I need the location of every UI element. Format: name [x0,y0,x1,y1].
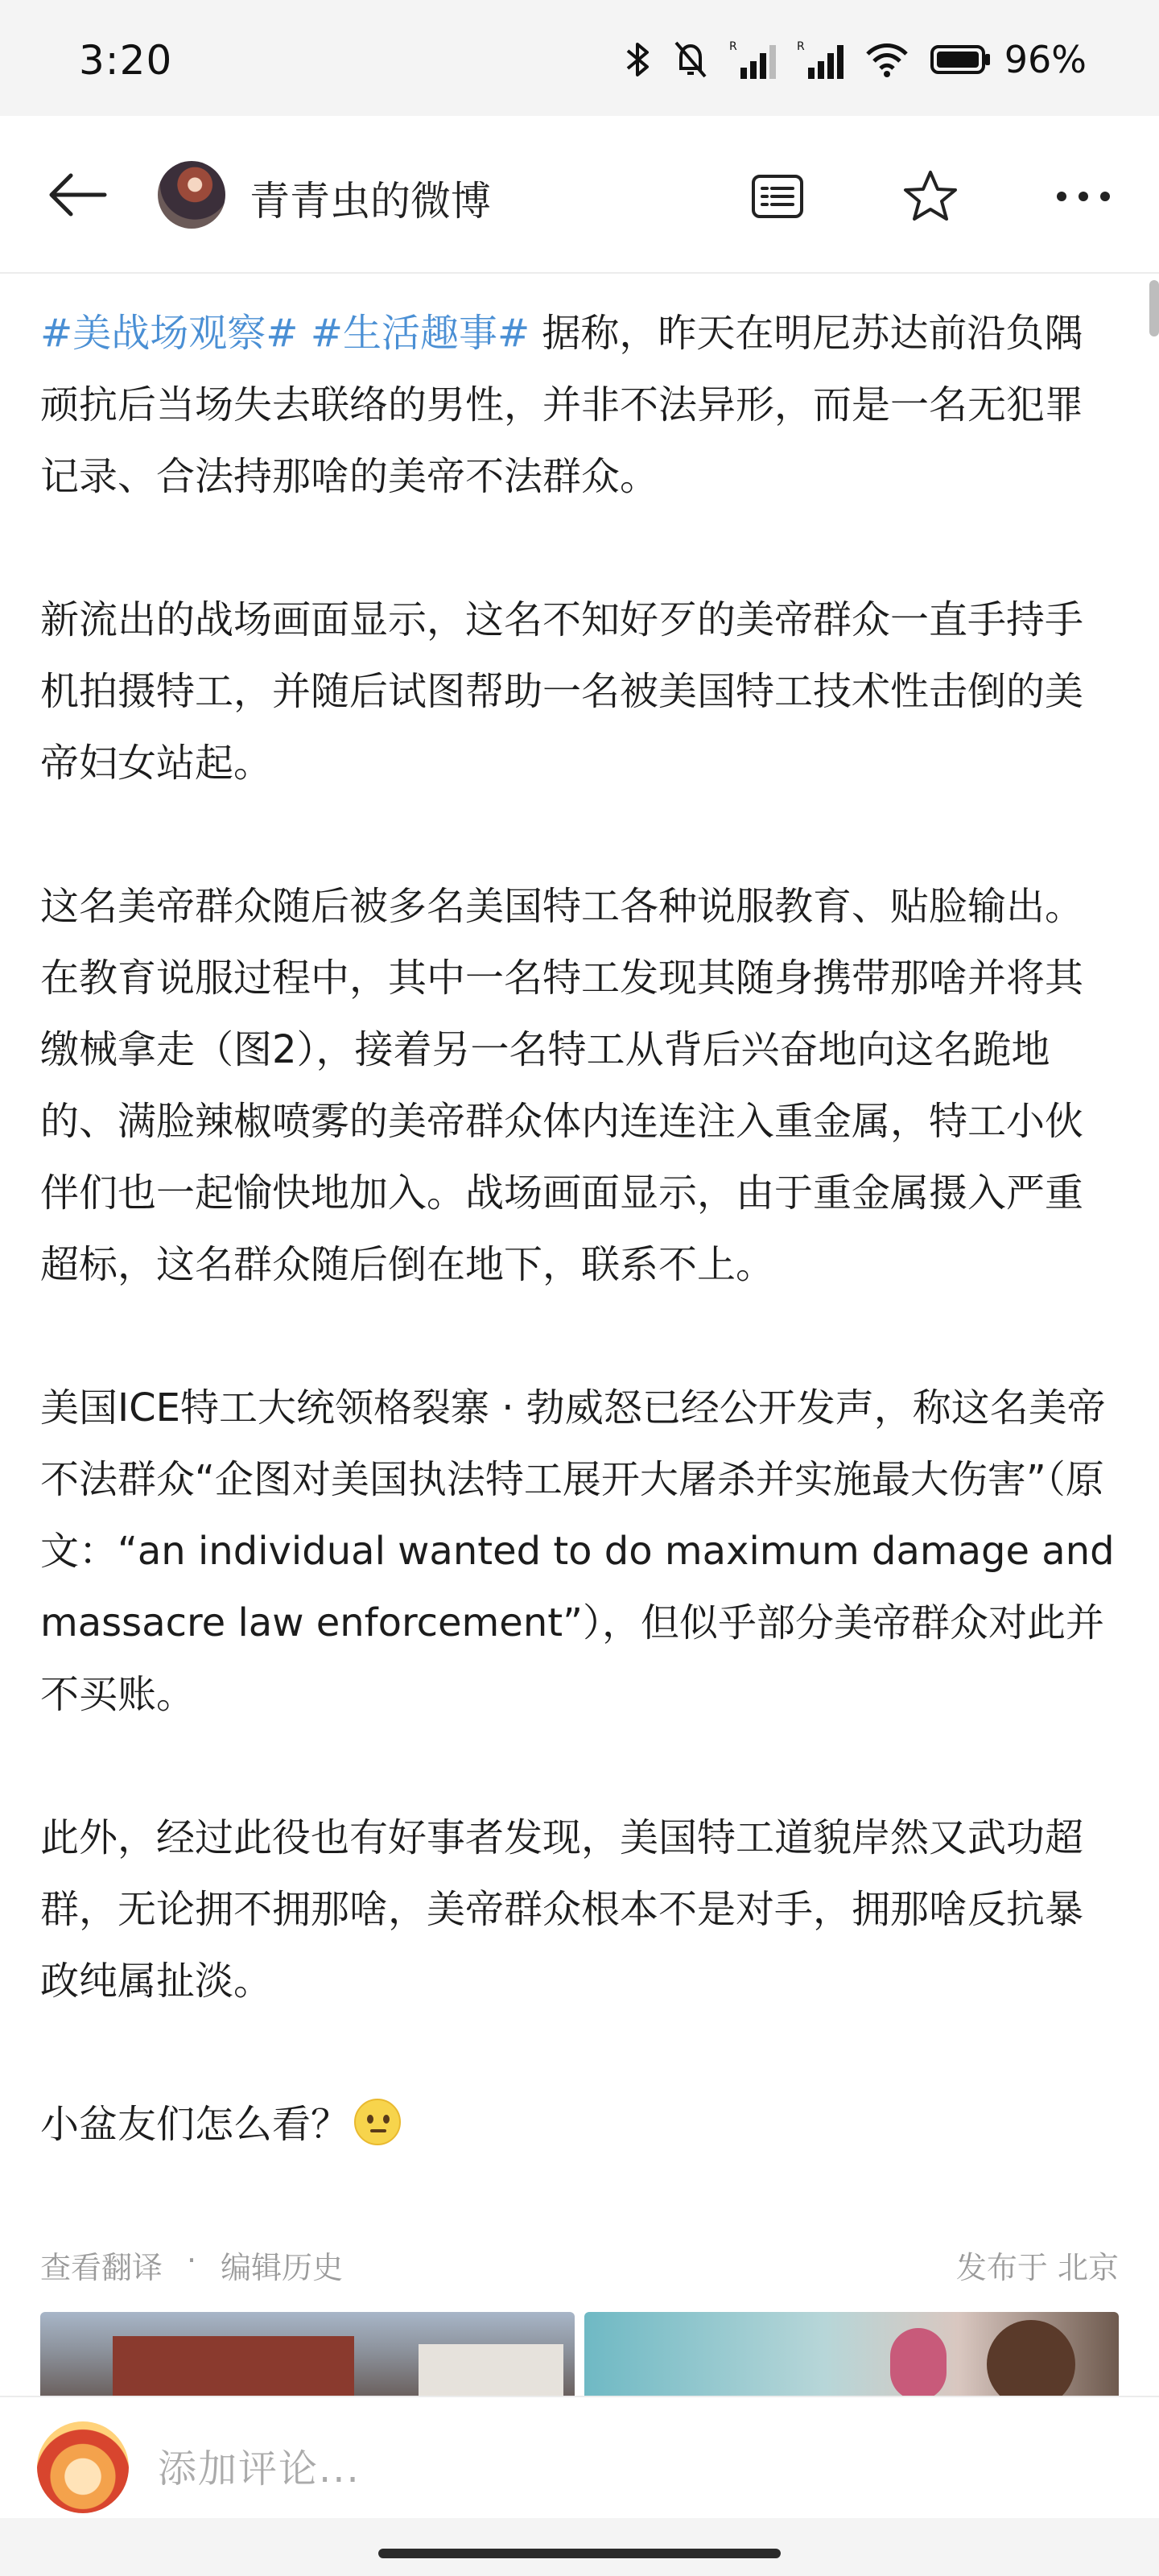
post-image-thumbnail[interactable] [40,2312,575,2396]
post-paragraph-4: 美国ICE特工大统领格裂寨 · 勃威怒已经公开发声，称这名美帝不法群众“企图对美国执法特工展开大屠杀并实施最大伤害”（原文：“an individual wanted to do maximum damage and massacre law enforcement”），但似乎部分美帝群众对此并不买账。 [40,1385,1115,1717]
more-icon [1055,190,1112,203]
meta-separator: · [187,2243,197,2278]
hashtag-link[interactable]: #美战场观察# [40,311,299,356]
reader-mode-button[interactable] [744,163,811,230]
post-content [40,298,1119,2161]
comment-bar [0,2396,1159,2518]
translate-link[interactable]: 查看翻译 [40,2250,163,2285]
app-header [0,116,1159,274]
post-paragraph-6 [40,2089,1119,2161]
more-button[interactable] [1050,163,1117,230]
author-name[interactable]: 青青虫的微博 [250,178,491,225]
battery-icon [930,43,992,76]
post-meta [40,2235,1119,2283]
battery-percent: 96% [1004,38,1087,81]
svg-text:R: R [728,40,737,53]
wifi-icon [864,41,909,78]
gesture-area [0,2518,1159,2576]
comment-input[interactable]: 添加评论... [158,2446,361,2491]
post-images [40,2312,1119,2396]
post-paragraph-2: 新流出的战场画面显示，这名不知好歹的美帝群众一直手持手机拍摄特工，并随后试图帮助一名被美国特工技术性击倒的美帝妇女站起。 [40,597,1084,786]
edit-history-link[interactable]: 编辑历史 [221,2250,344,2285]
current-user-avatar[interactable] [37,2421,129,2513]
post-location: 发布于 北京 [955,2250,1119,2285]
post-paragraph-3: 这名美帝群众随后被多名美国特工各种说服教育、贴脸输出。在教育说服过程中，其中一名特工发现其随身携带那啥并将其缴械拿走（图2），接着另一名特工从背后兴奋地向这名跪地的、满脸辣椒喷雾的美帝群众体内连连注入重金属，特工小伙伴们也一起愉快地加入。战场画面显示，由于重金属摄入严重超标，这名群众随后倒在地下，联系不上。 [40,884,1084,1287]
post-text: 据称，昨天在明尼苏达前沿负隅顽抗后当场失去联络的男性，并非不法异形，而是一名无犯罪记录、合法持那啥的美帝不法群众。 [40,311,1084,499]
post-image-thumbnail[interactable] [584,2312,1119,2396]
author-avatar[interactable] [158,161,225,229]
status-time: 3:20 [79,37,173,84]
hashtag-link[interactable]: #生活趣事# [310,311,530,356]
thinking-face-emoji-icon [354,2099,401,2145]
signal-r-icon [729,39,776,80]
status-icons [625,35,1087,84]
post-paragraph-1 [40,298,1119,513]
back-button[interactable] [45,163,109,227]
meta-actions [40,2243,343,2287]
post-paragraph-5: 此外，经过此役也有好事者发现，美国特工道貌岸然又武功超群，无论拥不拥那啥，美帝群众根本不是对手，拥那啥反抗暴政纯属扯淡。 [40,1815,1084,2004]
star-icon [902,169,959,224]
post-question: 小盆友们怎么看？ [40,2102,350,2147]
favorite-button[interactable] [897,163,964,230]
back-arrow-icon [47,171,108,219]
mute-icon [673,39,708,80]
bluetooth-icon [625,39,652,80]
scroll-indicator[interactable] [1149,280,1159,336]
signal-r2-icon [797,39,843,80]
home-gesture-bar[interactable] [378,2549,781,2558]
reader-mode-icon [751,174,804,219]
svg-text:R: R [796,40,805,53]
status-bar [0,0,1159,116]
